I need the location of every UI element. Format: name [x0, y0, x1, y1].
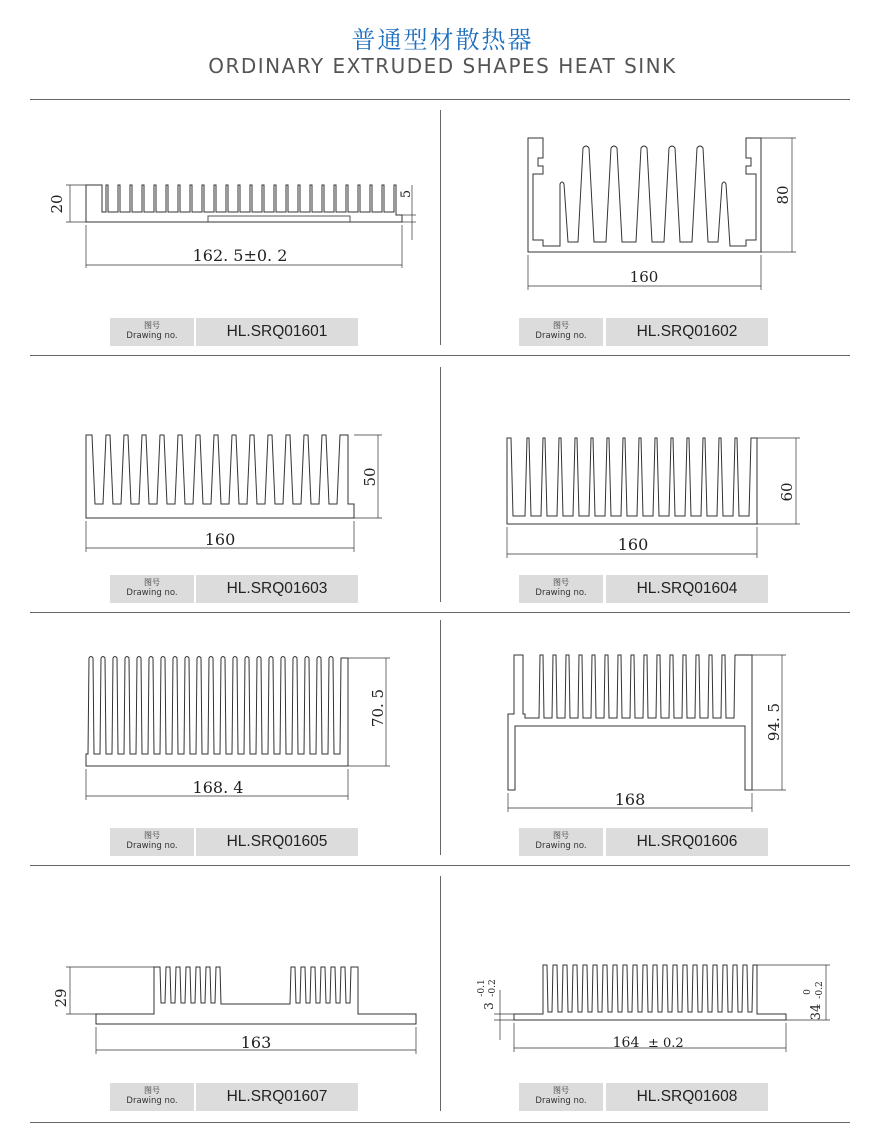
- drawing-label: 图号 Drawing no.: [110, 1083, 194, 1111]
- drawing-label: 图号 Drawing no.: [519, 1083, 603, 1111]
- dim-step-1: 5: [399, 189, 414, 199]
- dim-width-7: 163: [240, 1033, 272, 1052]
- dim-height-1: 20: [48, 194, 66, 214]
- page-title-en: ORDINARY EXTRUDED SHAPES HEAT SINK: [208, 54, 677, 78]
- drawing-number: HL.SRQ01604: [606, 575, 768, 603]
- dim-width-1: 162. 5±0. 2: [192, 246, 288, 265]
- dim-base-tol-bottom-8: -0.2: [488, 979, 498, 997]
- drawing-label: 图号 Drawing no.: [110, 828, 194, 856]
- dim-base-8: 3: [482, 1002, 496, 1010]
- dim-width-tol-8: ± 0.2: [648, 1036, 684, 1051]
- drawing-label: 图号 Drawing no.: [519, 318, 603, 346]
- drawing-number: HL.SRQ01603: [196, 575, 358, 603]
- dim-width-3: 160: [204, 530, 236, 549]
- drawing-number: HL.SRQ01601: [196, 318, 358, 346]
- dim-width-5: 168. 4: [192, 778, 244, 797]
- dim-width-8: 164: [612, 1035, 640, 1051]
- dim-width-4: 160: [617, 535, 649, 554]
- dim-height-7: 29: [52, 988, 70, 1008]
- drawing-label: 图号 Drawing no.: [519, 828, 603, 856]
- dim-height-3: 50: [361, 467, 379, 487]
- drawing-label: 图号 Drawing no.: [519, 575, 603, 603]
- dim-width-6: 168: [614, 790, 646, 809]
- drawing-number: HL.SRQ01602: [606, 318, 768, 346]
- dim-height-8: 34: [809, 1003, 824, 1021]
- drawing-number: HL.SRQ01607: [196, 1083, 358, 1111]
- drawing-number: HL.SRQ01606: [606, 828, 768, 856]
- drawing-number: HL.SRQ01605: [196, 828, 358, 856]
- dim-height-2: 80: [774, 185, 792, 205]
- dim-height-6: 94. 5: [765, 702, 783, 742]
- drawing-label: 图号 Drawing no.: [110, 575, 194, 603]
- dim-width-2: 160: [629, 268, 659, 286]
- dim-base-tol-top-8: -0.1: [477, 979, 487, 997]
- dim-height-5: 70. 5: [369, 688, 387, 728]
- dim-height-tol-top-8: 0: [803, 989, 813, 995]
- drawing-label: 图号 Drawing no.: [110, 318, 194, 346]
- page-title-cn: 普通型材散热器: [351, 26, 534, 54]
- drawing-number: HL.SRQ01608: [606, 1083, 768, 1111]
- dim-height-4: 60: [778, 482, 796, 502]
- dim-height-tol-bottom-8: -0.2: [815, 981, 825, 999]
